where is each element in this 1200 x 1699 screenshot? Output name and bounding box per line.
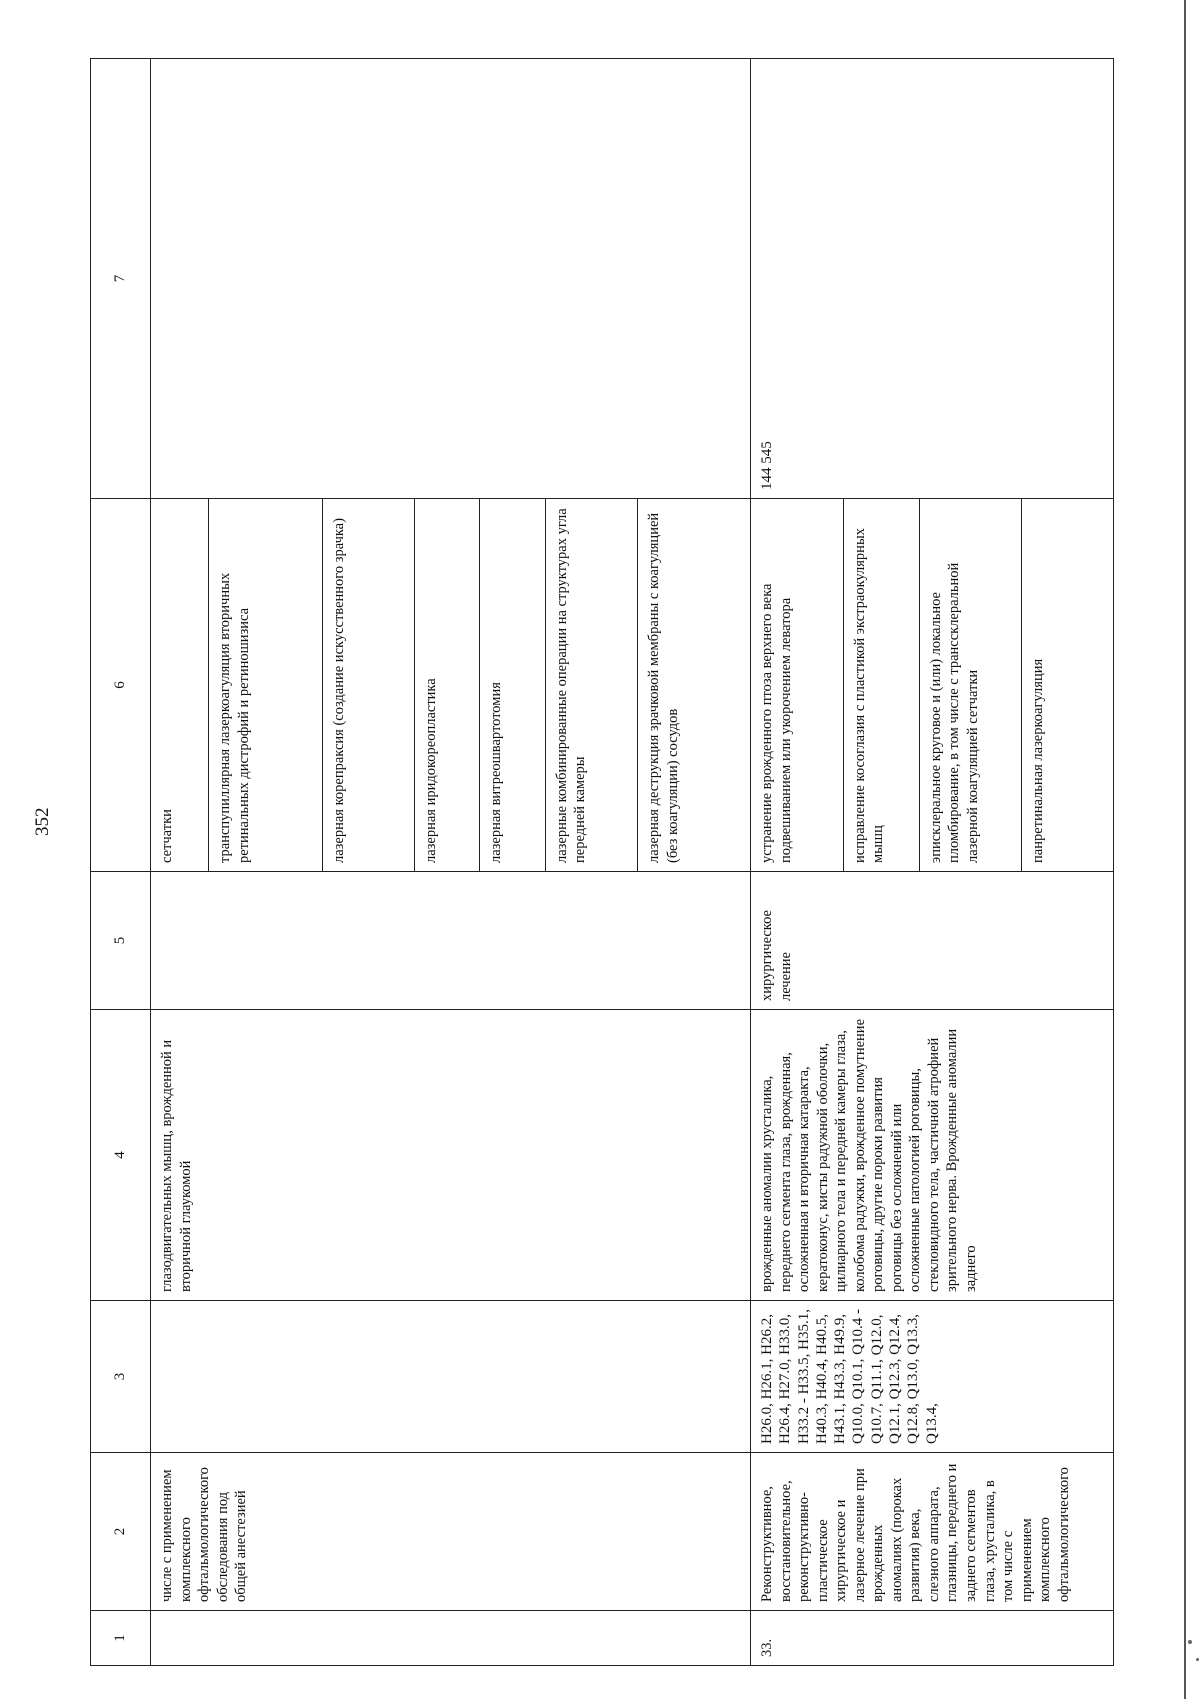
care-type-cell: Реконструктивное, восстановительное, реконструктивно-пластическое хирургическое и лазерное лечение при врожденных аномалиях (пороках развития) века, слезного аппарата, глазницы, переднего и заднего сегментов глаза, хрусталика, в том числе с применением комплексного офтальмологического — [751, 1453, 1114, 1611]
diagnosis-cell: глазодвигательных мышц, врожденной и вторичной глаукомой — [151, 1010, 751, 1301]
row-number-cell — [151, 1611, 751, 1666]
column-header-4: 4 — [91, 1010, 151, 1301]
care-type-cell: числе с применением комплексного офтальмологического обследования под общей анестезией — [151, 1453, 751, 1611]
scan-speck — [1196, 1658, 1199, 1661]
method-text: лазерная деструкция зрачковой мембраны с коагуляцией (без коагуляции) сосудов — [646, 512, 681, 863]
methods-cell — [151, 499, 751, 872]
icd-codes-cell: H26.0, H26.1, H26.2, H26.4, H27.0, H33.0, H33.2 - H33.5, H35.1, H40.3, H40.4, H40.5, H43.1, H43.3, H49.9, Q10.0, Q10.1, Q10.4 - Q10.7, Q11.1, Q12.0, Q12.1, Q12.3, Q12.4, Q12.8, Q13.0, Q13.3, Q13.4, — [751, 1301, 1114, 1453]
medical-care-table — [90, 58, 1114, 1666]
column-header-3: 3 — [91, 1301, 151, 1453]
table-row — [751, 59, 1114, 1666]
method-row — [638, 499, 751, 871]
method-row — [1021, 499, 1113, 871]
method-row — [545, 499, 637, 871]
methods-list — [751, 499, 1113, 871]
method-row — [151, 499, 209, 871]
method-text: лазерная витреошвартотомия — [480, 499, 545, 871]
price-cell — [151, 59, 751, 499]
method-text: лазерные комбинированные операции на структурах угла передней камеры — [545, 499, 637, 871]
method-row — [209, 499, 322, 871]
page-edge-line — [1184, 0, 1186, 1699]
rotated-table-frame — [90, 59, 1114, 1666]
method-text: сетчатки — [151, 499, 209, 871]
method-text: устранение врожденного птоза верхнего века подвешиванием или укорочением леватора — [751, 499, 843, 871]
column-header-2: 2 — [91, 1453, 151, 1611]
column-header-1: 1 — [91, 1611, 151, 1666]
column-number-row — [91, 59, 151, 1666]
page-number: 352 — [32, 807, 53, 836]
methods-list — [151, 499, 750, 871]
method-text: лазерная корепраксия (создание искусственного зрачка) — [322, 499, 414, 871]
icd-codes-cell — [151, 1301, 751, 1453]
method-text: эписклеральное круговое и (или) локальное пломбирование, в том числе с транссклеральной лазерной коагуляцией сетчатки — [919, 499, 1021, 871]
method-text: транспупиллярная лазеркоагуляция вторичных ретинальных дистрофий и ретиношизиса — [209, 499, 322, 871]
treatment-type-cell — [151, 872, 751, 1010]
method-row — [480, 499, 545, 871]
method-row — [415, 499, 480, 871]
diagnosis-cell: врожденные аномалии хрусталика, переднего сегмента глаза, врожденная, осложненная и вторичная катаракта, кератоконус, кисты радужной оболочки, цилиарного тела и передней камеры глаза, колобома радужки, врожденное помутнение роговицы, другие пороки развития роговицы без осложнений или осложненные патологией роговицы, стекловидного тела, частичной атрофией зрительного нерва. Врожденные аномалии заднего — [751, 1010, 1114, 1301]
methods-cell — [751, 499, 1114, 872]
price-cell: 144 545 — [751, 59, 1114, 499]
column-header-6: 6 — [91, 499, 151, 872]
method-text: лазерная иридокореопластика — [415, 499, 480, 871]
column-header-7: 7 — [91, 59, 151, 499]
treatment-type-cell: хирургическое лечение — [751, 872, 1114, 1010]
method-row — [751, 499, 843, 871]
method-text: панретинальная лазеркоагуляция — [1029, 658, 1046, 863]
method-row — [843, 499, 919, 871]
method-text: исправление косоглазия с пластикой экстраокулярных мышц — [843, 499, 919, 871]
method-row — [322, 499, 414, 871]
column-header-5: 5 — [91, 872, 151, 1010]
row-number-cell: 33. — [751, 1611, 1114, 1666]
method-row — [919, 499, 1021, 871]
table-row — [151, 59, 751, 1666]
scan-speck — [1188, 1640, 1192, 1644]
